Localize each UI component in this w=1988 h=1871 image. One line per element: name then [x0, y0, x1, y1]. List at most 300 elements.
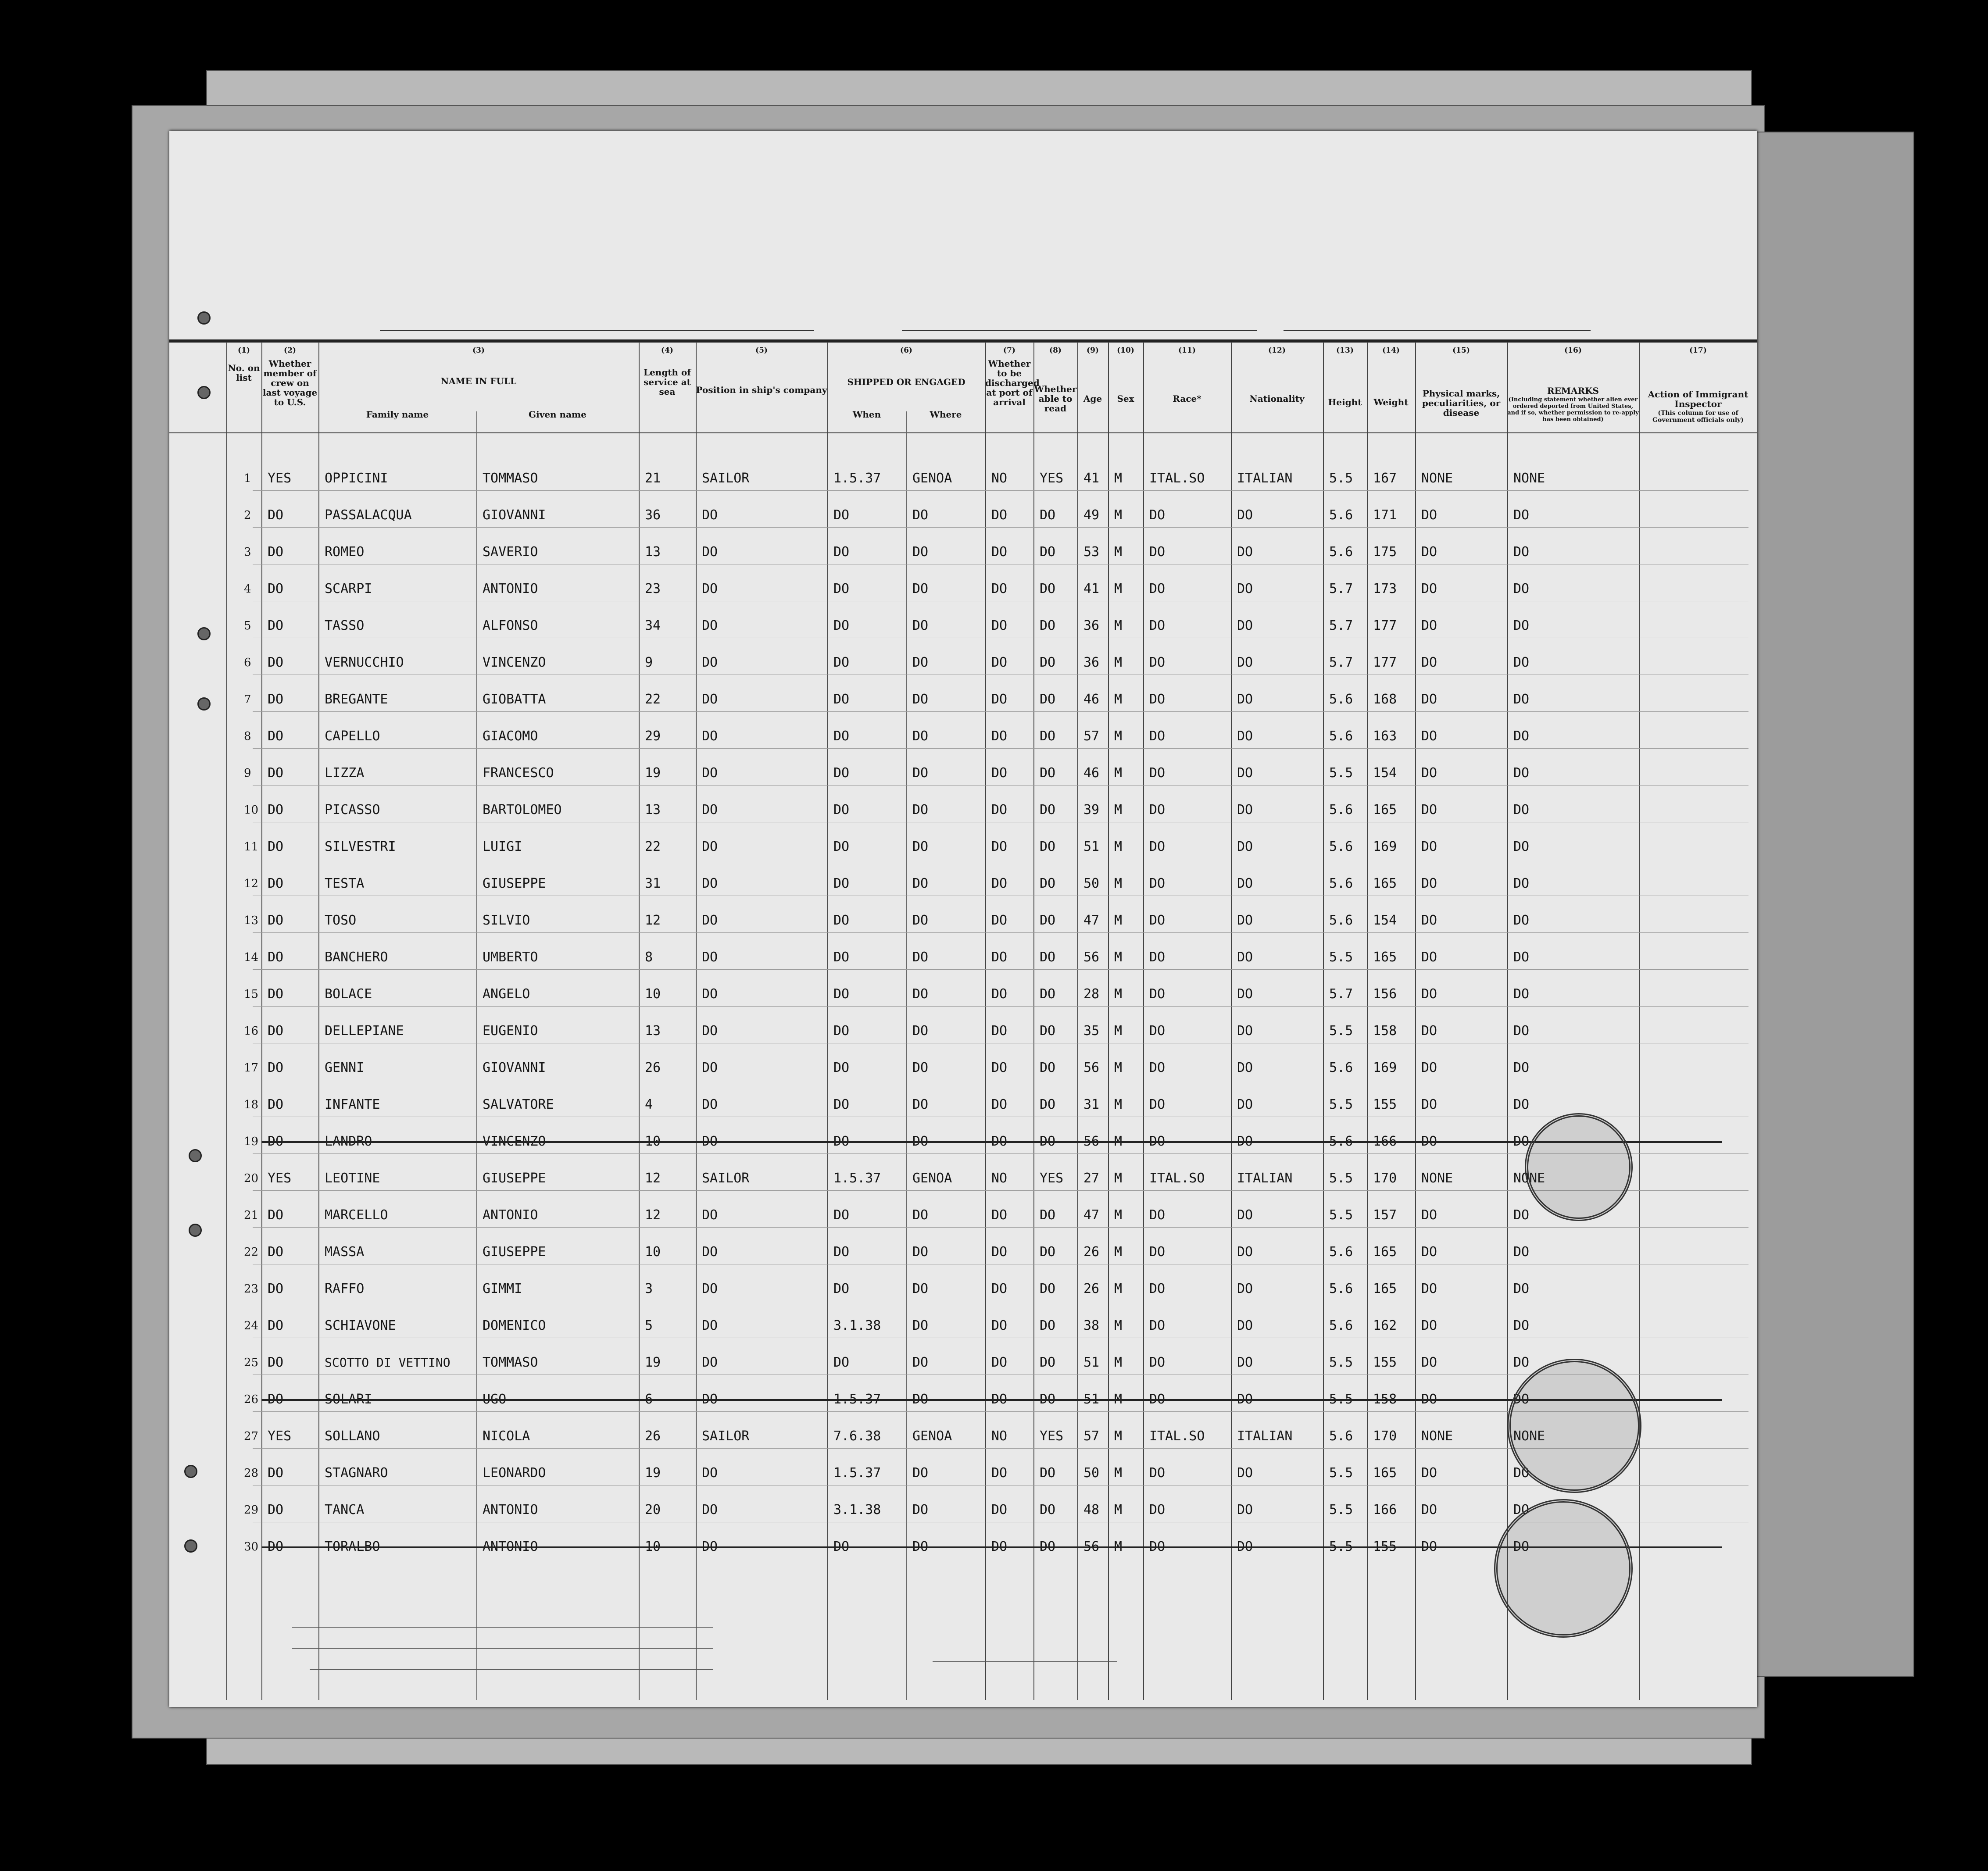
cell-disc: DO [991, 802, 1008, 818]
cell-sex: M [1114, 1060, 1123, 1075]
cell-given: ANTONIO [483, 1502, 538, 1518]
cell-marks: DO [1421, 1060, 1437, 1075]
cell-rem: DO [1513, 692, 1530, 707]
cell-rem: DO [1513, 1355, 1530, 1370]
cell-age: 26 [1083, 1281, 1100, 1296]
cell-nat: DO [1237, 1207, 1253, 1223]
cell-svc: 22 [645, 839, 661, 854]
cell-sex: M [1114, 1355, 1123, 1370]
cell-family: INFANTE [325, 1097, 380, 1112]
cell-rem: DO [1513, 581, 1530, 596]
cell-prev: DO [268, 1465, 284, 1481]
cell-ht: 5.6 [1329, 544, 1353, 560]
cell-nat: DO [1237, 655, 1253, 670]
cell-sex: M [1114, 655, 1123, 670]
cell-sex: M [1114, 581, 1123, 596]
cell-marks: DO [1421, 1502, 1437, 1518]
consulate-stamp [1507, 1359, 1641, 1493]
cell-marks: DO [1421, 1023, 1437, 1039]
cell-nat: DO [1237, 618, 1253, 633]
cell-family: LANDRO [325, 1134, 372, 1149]
cell-svc: 21 [645, 471, 661, 486]
cell-race: DO [1149, 1465, 1166, 1481]
cell-nat: DO [1237, 507, 1253, 523]
cell-prev: DO [268, 913, 284, 928]
cell-prev: DO [268, 1060, 284, 1075]
cell-n: 4 [244, 582, 251, 596]
cell-family: CAPELLO [325, 728, 380, 744]
cell-age: 39 [1083, 802, 1100, 818]
cell-sex: M [1114, 1171, 1123, 1186]
cell-ht: 5.7 [1329, 655, 1353, 670]
cell-where: DO [912, 1134, 929, 1149]
cell-read: DO [1040, 618, 1056, 633]
cell-n: 11 [244, 840, 259, 853]
header-length-of-service: Length of service at sea [644, 367, 691, 397]
cell-ht: 5.6 [1329, 876, 1353, 891]
cell-svc: 19 [645, 765, 661, 781]
cell-disc: DO [991, 839, 1008, 854]
cell-marks: DO [1421, 1134, 1437, 1149]
cell-given: LEONARDO [483, 1465, 546, 1481]
column-rule [1367, 342, 1368, 1700]
cell-when: 1.5.37 [833, 471, 881, 486]
cell-where: DO [912, 1465, 929, 1481]
cell-race: DO [1149, 1355, 1166, 1370]
cell-wt: 165 [1373, 1281, 1397, 1296]
column-number: (4) [661, 346, 673, 355]
cell-n: 2 [244, 509, 251, 522]
cell-marks: DO [1421, 1244, 1437, 1260]
cell-svc: 10 [645, 1134, 661, 1149]
cell-when: DO [833, 618, 850, 633]
cell-prev: YES [268, 1428, 292, 1444]
cell-pos: DO [702, 1060, 718, 1075]
cell-age: 41 [1083, 471, 1100, 486]
cell-disc: DO [991, 876, 1008, 891]
cell-race: DO [1149, 1023, 1166, 1039]
cell-where: DO [912, 1281, 929, 1296]
cell-pos: DO [702, 507, 718, 523]
column-number: (11) [1178, 346, 1196, 355]
cell-when: DO [833, 839, 850, 854]
cell-rem: DO [1513, 1539, 1530, 1554]
cell-svc: 10 [645, 1244, 661, 1260]
cell-svc: 5 [645, 1318, 653, 1333]
cell-when: DO [833, 913, 850, 928]
cell-n: 12 [244, 877, 259, 890]
column-number: (6) [900, 346, 912, 355]
cell-n: 10 [244, 803, 259, 817]
column-rule [985, 342, 986, 1700]
column-number: (3) [472, 346, 485, 355]
cell-disc: NO [991, 1428, 1008, 1444]
cell-race: DO [1149, 544, 1166, 560]
cell-given: GIMMI [483, 1281, 522, 1296]
cell-family: PICASSO [325, 802, 380, 818]
cell-when: DO [833, 1134, 850, 1149]
cell-nat: DO [1237, 1097, 1253, 1112]
cell-rem: DO [1513, 839, 1530, 854]
cell-where: DO [912, 618, 929, 633]
cell-where: DO [912, 544, 929, 560]
cell-nat: ITALIAN [1237, 1171, 1293, 1186]
cell-n: 30 [244, 1540, 259, 1553]
cell-prev: DO [268, 1318, 284, 1333]
cell-read: DO [1040, 1281, 1056, 1296]
cell-race: DO [1149, 1502, 1166, 1518]
cell-svc: 19 [645, 1355, 661, 1370]
cell-ht: 5.6 [1329, 913, 1353, 928]
column-number: (1) [238, 346, 250, 355]
cell-sex: M [1114, 765, 1123, 781]
cell-when: 3.1.38 [833, 1502, 881, 1518]
cell-pos: DO [702, 728, 718, 744]
cell-pos: DO [702, 1539, 718, 1554]
cell-svc: 6 [645, 1392, 653, 1407]
cell-n: 5 [244, 619, 251, 632]
cell-n: 17 [244, 1061, 259, 1075]
cell-ht: 5.5 [1329, 1502, 1353, 1518]
cell-wt: 166 [1373, 1134, 1397, 1149]
cell-race: DO [1149, 581, 1166, 596]
cell-disc: DO [991, 1539, 1008, 1554]
cell-race: DO [1149, 876, 1166, 891]
cell-read: DO [1040, 765, 1056, 781]
cell-when: DO [833, 655, 850, 670]
cell-ht: 5.5 [1329, 950, 1353, 965]
cell-wt: 156 [1373, 986, 1397, 1002]
consulate-stamp [1494, 1499, 1633, 1638]
cell-race: ITAL.SO [1149, 471, 1205, 486]
cell-marks: DO [1421, 950, 1437, 965]
cell-prev: DO [268, 765, 284, 781]
cell-disc: DO [991, 544, 1008, 560]
cell-svc: 26 [645, 1060, 661, 1075]
cell-rem: DO [1513, 1465, 1530, 1481]
header-height: Height [1328, 397, 1362, 407]
cell-where: DO [912, 1207, 929, 1223]
cell-rem: DO [1513, 1134, 1530, 1149]
cell-n: 20 [244, 1172, 259, 1185]
cell-race: DO [1149, 655, 1166, 670]
cell-wt: 177 [1373, 618, 1397, 633]
column-rule [1231, 342, 1232, 1700]
cell-svc: 10 [645, 986, 661, 1002]
column-rule [1033, 342, 1034, 1700]
cell-ht: 5.5 [1329, 1355, 1353, 1370]
cell-prev: DO [268, 507, 284, 523]
cell-family: SOLLANO [325, 1428, 380, 1444]
cell-pos: DO [702, 618, 718, 633]
cell-n: 7 [244, 693, 251, 706]
column-number: (8) [1049, 346, 1062, 355]
cell-svc: 8 [645, 950, 653, 965]
cell-rem: DO [1513, 1097, 1530, 1112]
cell-n: 15 [244, 988, 259, 1001]
cell-read: DO [1040, 950, 1056, 965]
cell-age: 41 [1083, 581, 1100, 596]
column-rule [1507, 342, 1508, 1700]
cell-nat: ITALIAN [1237, 1428, 1293, 1444]
cell-race: ITAL.SO [1149, 1171, 1205, 1186]
cell-family: GENNI [325, 1060, 365, 1075]
cell-race: DO [1149, 1207, 1166, 1223]
cell-nat: DO [1237, 986, 1253, 1002]
cell-sex: M [1114, 1502, 1123, 1518]
cell-age: 47 [1083, 1207, 1100, 1223]
cell-age: 57 [1083, 1428, 1100, 1444]
cell-prev: YES [268, 471, 292, 486]
header-physical-marks: Physical marks, peculiarities, or disease [1422, 388, 1501, 418]
cell-age: 48 [1083, 1502, 1100, 1518]
cell-prev: DO [268, 1502, 284, 1518]
cell-disc: DO [991, 1502, 1008, 1518]
cell-sex: M [1114, 876, 1123, 891]
cell-where: DO [912, 1355, 929, 1370]
cell-rem: DO [1513, 728, 1530, 744]
column-rule [1077, 342, 1078, 1700]
cell-pos: SAILOR [702, 1428, 750, 1444]
cell-given: LUIGI [483, 839, 522, 854]
column-rule [827, 342, 828, 1700]
cell-disc: DO [991, 1318, 1008, 1333]
cell-sex: M [1114, 1207, 1123, 1223]
cell-pos: DO [702, 1207, 718, 1223]
cell-age: 47 [1083, 913, 1100, 928]
cell-rem: DO [1513, 950, 1530, 965]
cell-pos: DO [702, 1355, 718, 1370]
column-number: (16) [1564, 346, 1582, 355]
cell-read: DO [1040, 1060, 1056, 1075]
cell-wt: 165 [1373, 950, 1397, 965]
cell-sex: M [1114, 692, 1123, 707]
cell-marks: NONE [1421, 1171, 1453, 1186]
cell-family: OPPICINI [325, 471, 388, 486]
cell-read: DO [1040, 728, 1056, 744]
cell-read: DO [1040, 692, 1056, 707]
cell-svc: 31 [645, 876, 661, 891]
cell-sex: M [1114, 1465, 1123, 1481]
cell-given: SAVERIO [483, 544, 538, 560]
column-rule [1639, 342, 1640, 1700]
header-no-on-list: No. on list [228, 363, 260, 383]
cell-wt: 165 [1373, 1465, 1397, 1481]
cell-prev: DO [268, 544, 284, 560]
cell-where: DO [912, 1023, 929, 1039]
cell-where: DO [912, 728, 929, 744]
header-given-name: Given name [529, 409, 586, 420]
cell-marks: DO [1421, 1281, 1437, 1296]
cell-sex: M [1114, 1023, 1123, 1039]
header-inspector-note: (This column for use of Government officials only) [1652, 410, 1744, 424]
cell-n: 24 [244, 1319, 259, 1332]
header-to-be-discharged: Whether to be discharged at port of arrival [985, 358, 1040, 407]
cell-nat: DO [1237, 1502, 1253, 1518]
cell-family: BOLACE [325, 986, 372, 1002]
cell-where: GENOA [912, 471, 952, 486]
cell-age: 56 [1083, 950, 1100, 965]
cell-given: ANTONIO [483, 1207, 538, 1223]
cell-marks: DO [1421, 581, 1437, 596]
cell-pos: DO [702, 1318, 718, 1333]
cell-marks: DO [1421, 618, 1437, 633]
cell-pos: DO [702, 876, 718, 891]
cell-rem: DO [1513, 1244, 1530, 1260]
cell-nat: DO [1237, 1244, 1253, 1260]
header-able-to-read: Whether able to read [1034, 384, 1077, 414]
cell-family: SOLARI [325, 1392, 372, 1407]
cell-disc: DO [991, 618, 1008, 633]
cell-ht: 5.6 [1329, 1318, 1353, 1333]
cell-nat: DO [1237, 728, 1253, 744]
cell-prev: DO [268, 986, 284, 1002]
cell-sex: M [1114, 986, 1123, 1002]
header-age: Age [1083, 393, 1102, 404]
cell-age: 46 [1083, 692, 1100, 707]
cell-svc: 13 [645, 1023, 661, 1039]
cell-given: GIUSEPPE [483, 1244, 546, 1260]
cell-sex: M [1114, 471, 1123, 486]
binder-hole [189, 1149, 202, 1162]
cell-disc: DO [991, 1060, 1008, 1075]
cell-rem: DO [1513, 1207, 1530, 1223]
manifest-sheet [169, 131, 1757, 1707]
cell-ht: 5.6 [1329, 1134, 1353, 1149]
cell-disc: DO [991, 765, 1008, 781]
cell-ht: 5.6 [1329, 1428, 1353, 1444]
cell-n: 6 [244, 656, 251, 669]
cell-sex: M [1114, 1318, 1123, 1333]
cell-disc: DO [991, 655, 1008, 670]
cell-prev: DO [268, 1023, 284, 1039]
cell-read: DO [1040, 1097, 1056, 1112]
cell-nat: DO [1237, 1023, 1253, 1039]
cell-read: DO [1040, 1539, 1056, 1554]
cell-pos: DO [702, 655, 718, 670]
cell-wt: 177 [1373, 655, 1397, 670]
cell-rem: DO [1513, 1060, 1530, 1075]
cell-disc: DO [991, 1097, 1008, 1112]
row-rule [253, 711, 1748, 712]
cell-ht: 5.5 [1329, 1539, 1353, 1554]
cell-nat: DO [1237, 1134, 1253, 1149]
cell-nat: DO [1237, 765, 1253, 781]
cell-rem: DO [1513, 1318, 1530, 1333]
cell-marks: NONE [1421, 471, 1453, 486]
cell-age: 56 [1083, 1060, 1100, 1075]
cell-prev: DO [268, 1539, 284, 1554]
cell-svc: 20 [645, 1502, 661, 1518]
row-rule [253, 785, 1748, 786]
cell-where: DO [912, 581, 929, 596]
cell-wt: 154 [1373, 913, 1397, 928]
cell-when: 1.5.37 [833, 1171, 881, 1186]
cell-given: BARTOLOMEO [483, 802, 562, 818]
cell-svc: 13 [645, 802, 661, 818]
cell-when: DO [833, 728, 850, 744]
cell-n: 16 [244, 1025, 259, 1038]
cell-svc: 10 [645, 1539, 661, 1554]
cell-sex: M [1114, 618, 1123, 633]
cell-n: 26 [244, 1393, 259, 1406]
cell-race: DO [1149, 1244, 1166, 1260]
cell-prev: DO [268, 950, 284, 965]
header-inspector-action: Action of Immigrant Inspector [1648, 389, 1748, 409]
cell-rem: NONE [1513, 471, 1545, 486]
cell-race: DO [1149, 1281, 1166, 1296]
cell-pos: DO [702, 950, 718, 965]
cell-sex: M [1114, 1392, 1123, 1407]
header-weight: Weight [1373, 397, 1409, 407]
cell-family: TESTA [325, 876, 365, 891]
cell-prev: DO [268, 1207, 284, 1223]
cell-age: 51 [1083, 839, 1100, 854]
cell-prev: DO [268, 655, 284, 670]
cell-n: 1 [244, 472, 251, 485]
column-header [169, 339, 1757, 566]
header-family-name: Family name [366, 409, 429, 420]
cell-prev: DO [268, 692, 284, 707]
cell-where: DO [912, 802, 929, 818]
column-number: (5) [755, 346, 768, 355]
cell-prev: DO [268, 1281, 284, 1296]
cell-where: DO [912, 1539, 929, 1554]
cell-n: 8 [244, 730, 251, 743]
cell-when: DO [833, 1023, 850, 1039]
cell-svc: 22 [645, 692, 661, 707]
cell-given: VINCENZO [483, 655, 546, 670]
column-rule [1323, 342, 1324, 1700]
cell-read: YES [1040, 471, 1064, 486]
cell-svc: 26 [645, 1428, 661, 1444]
cell-ht: 5.7 [1329, 986, 1353, 1002]
cell-pos: DO [702, 692, 718, 707]
cell-disc: DO [991, 1244, 1008, 1260]
cell-when: DO [833, 1097, 850, 1112]
cell-ht: 5.5 [1329, 1097, 1353, 1112]
cell-family: LEOTINE [325, 1171, 380, 1186]
cell-family: SCHIAVONE [325, 1318, 396, 1333]
cell-given: ANTONIO [483, 1539, 538, 1554]
binder-hole [184, 1465, 197, 1478]
cell-sex: M [1114, 1281, 1123, 1296]
cell-rem: DO [1513, 986, 1530, 1002]
cell-given: GIACOMO [483, 728, 538, 744]
cell-given: SILVIO [483, 913, 530, 928]
cell-when: DO [833, 544, 850, 560]
strike-through [261, 1399, 1722, 1401]
cell-sex: M [1114, 544, 1123, 560]
subcolumn-rule [476, 411, 477, 1700]
cell-pos: DO [702, 581, 718, 596]
cell-wt: 171 [1373, 507, 1397, 523]
cell-disc: DO [991, 1207, 1008, 1223]
cell-age: 53 [1083, 544, 1100, 560]
cell-race: DO [1149, 1539, 1166, 1554]
cell-read: DO [1040, 876, 1056, 891]
cell-where: DO [912, 986, 929, 1002]
cell-age: 27 [1083, 1171, 1100, 1186]
cell-where: GENOA [912, 1171, 952, 1186]
cell-where: DO [912, 1502, 929, 1518]
cell-family: STAGNARO [325, 1465, 388, 1481]
cell-rem: DO [1513, 876, 1530, 891]
cell-read: DO [1040, 986, 1056, 1002]
cell-read: DO [1040, 655, 1056, 670]
cell-family: DELLEPIANE [325, 1023, 404, 1039]
cell-sex: M [1114, 950, 1123, 965]
